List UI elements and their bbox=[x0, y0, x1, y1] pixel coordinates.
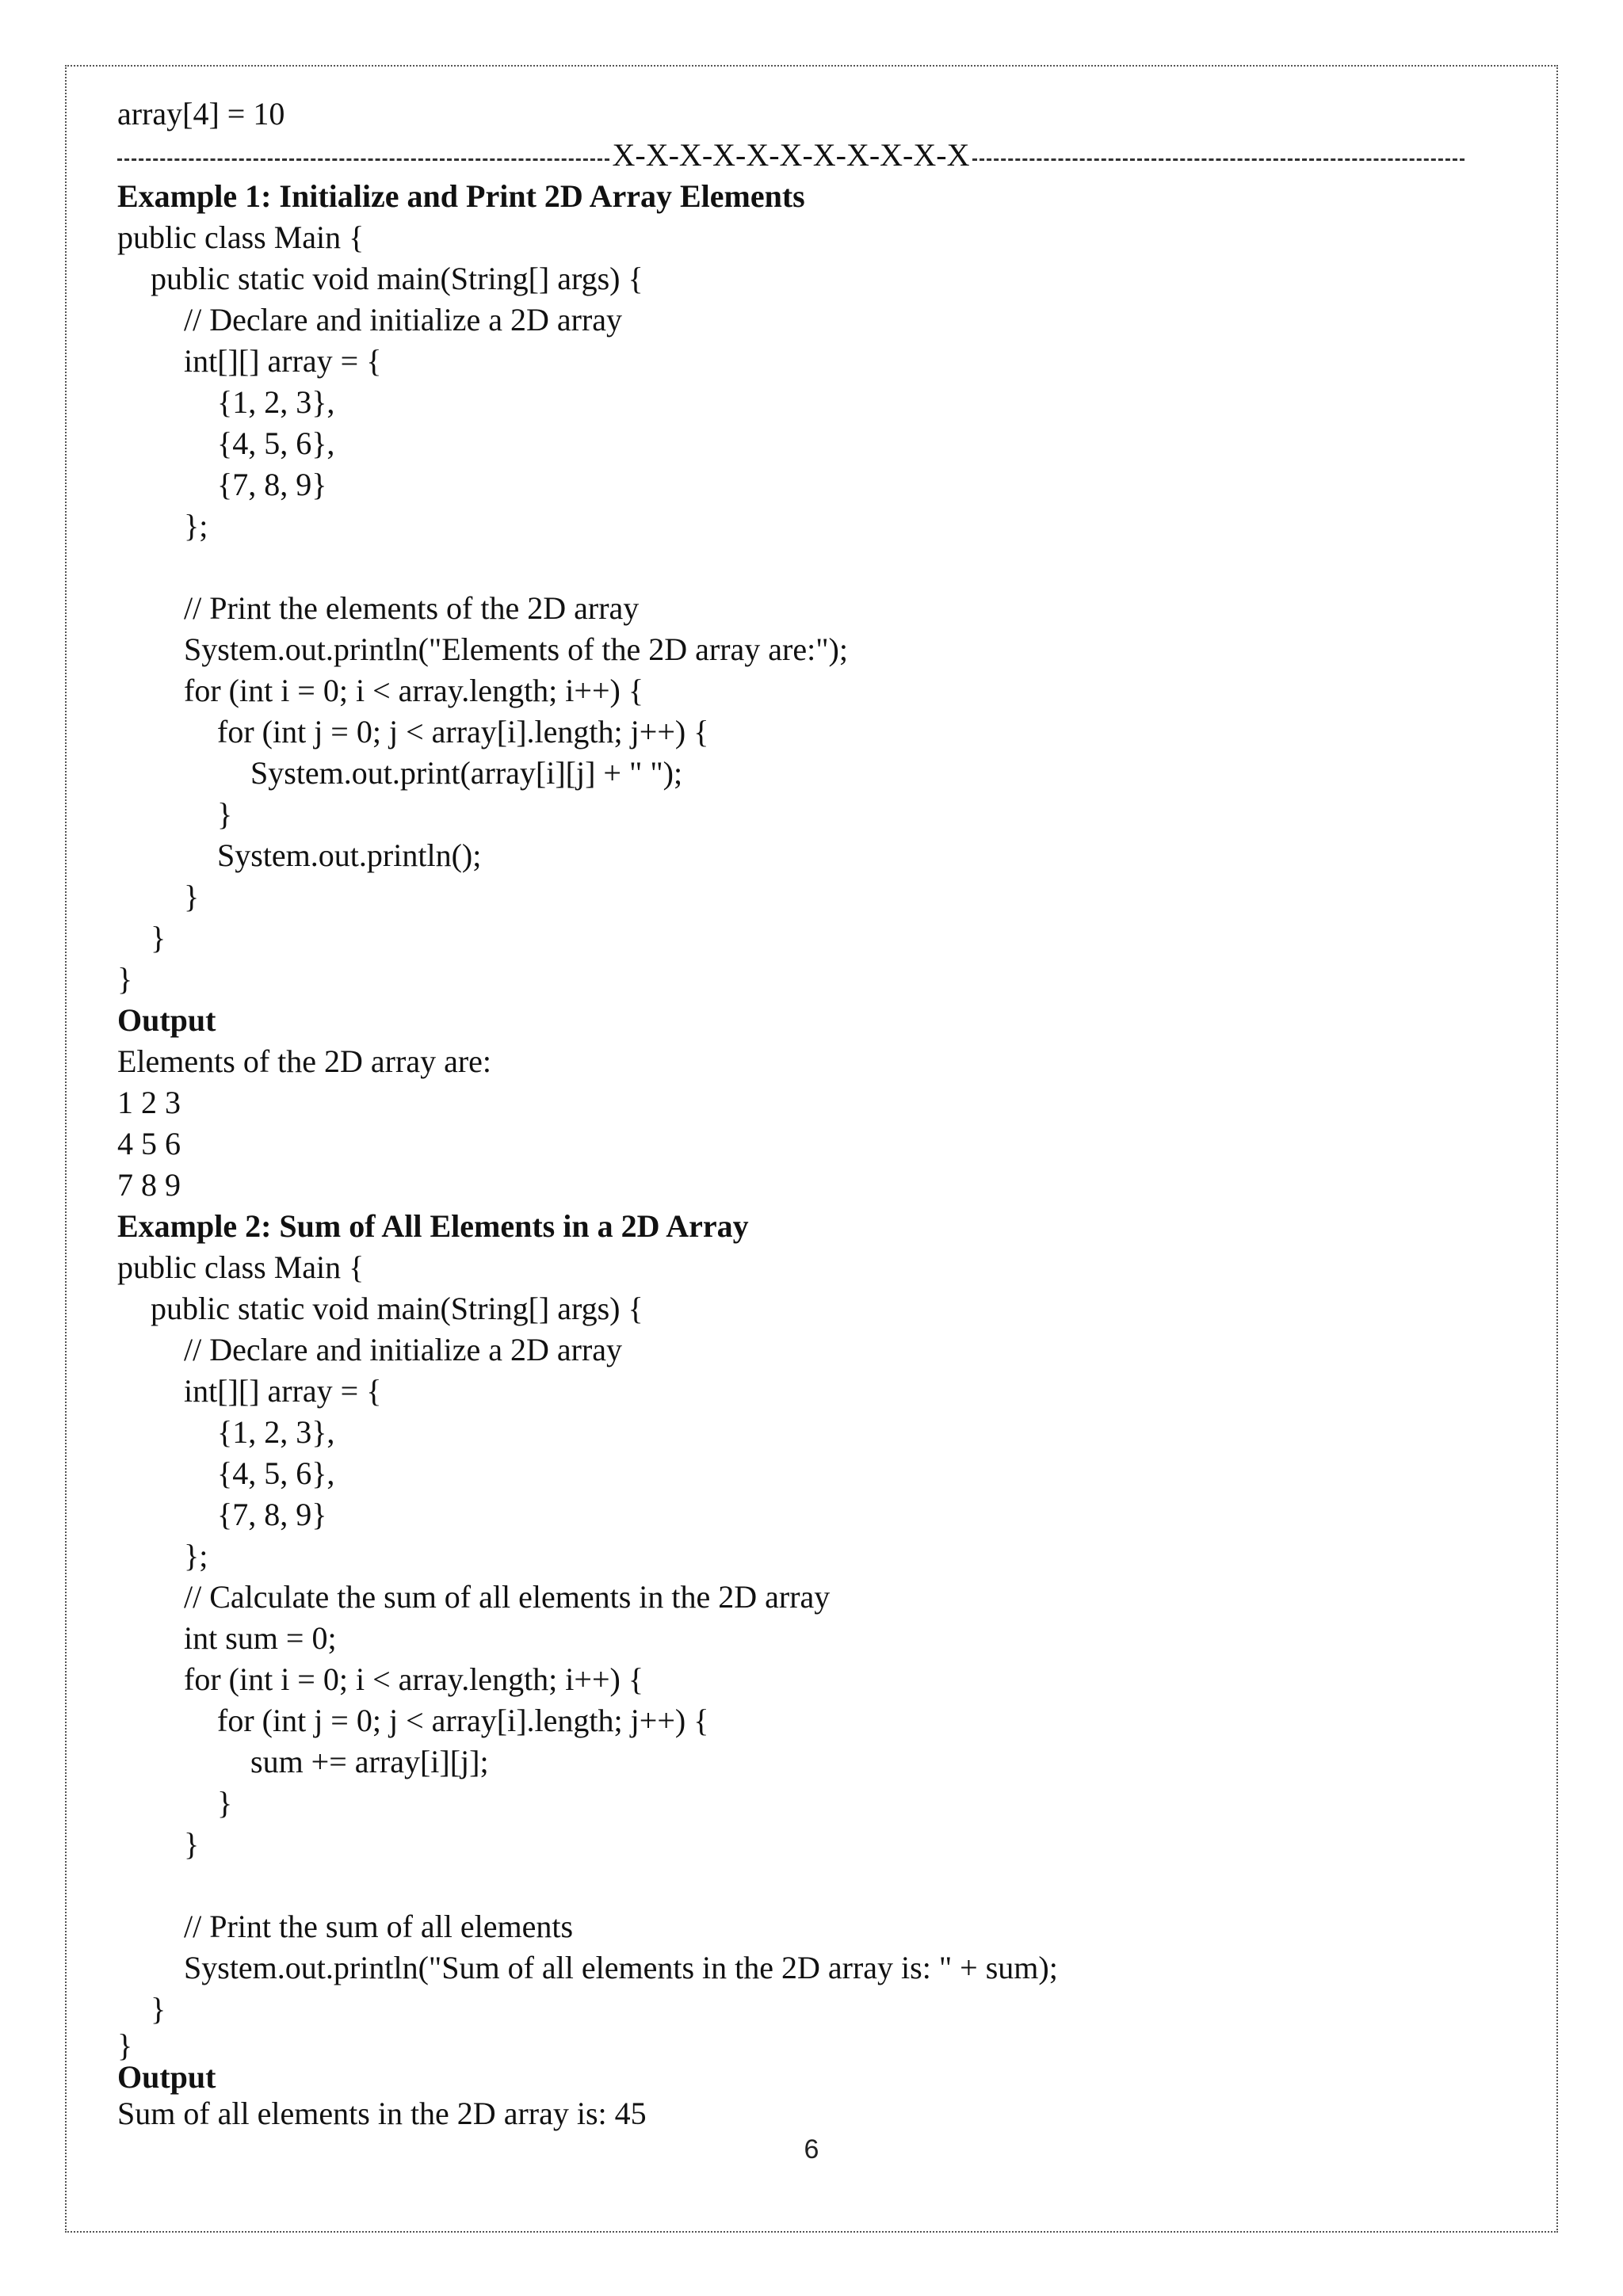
output-line: 1 2 3 bbox=[117, 1085, 181, 1120]
code-line: int[][] array = { bbox=[184, 1373, 382, 1409]
example1-heading: Example 1: Initialize and Print 2D Array Elements bbox=[117, 178, 805, 214]
code-line: // Print the sum of all elements bbox=[184, 1909, 574, 1944]
code-line: public class Main { bbox=[117, 1249, 365, 1285]
code-line: public static void main(String[] args) { bbox=[151, 1291, 643, 1326]
code-line: }; bbox=[184, 508, 208, 543]
example2-heading: Example 2: Sum of All Elements in a 2D Array bbox=[117, 1208, 749, 1244]
code-line: for (int i = 0; i < array.length; i++) { bbox=[184, 673, 644, 708]
example2-output-heading: Output bbox=[117, 2059, 216, 2095]
code-line: {1, 2, 3}, bbox=[217, 1414, 335, 1450]
code-line: {4, 5, 6}, bbox=[217, 1455, 335, 1491]
code-line: {7, 8, 9} bbox=[217, 1497, 327, 1532]
divider-dashes-right bbox=[972, 158, 1465, 161]
section-divider bbox=[117, 135, 1465, 176]
code-line: public static void main(String[] args) { bbox=[151, 261, 643, 296]
page-number: 6 bbox=[804, 2134, 819, 2164]
code-line: for (int j = 0; j < array[i].length; j++) { bbox=[217, 714, 709, 749]
code-line: System.out.print(array[i][j] + " "); bbox=[250, 755, 683, 791]
code-line: {4, 5, 6}, bbox=[217, 425, 335, 461]
code-line: } bbox=[117, 961, 133, 997]
document-body bbox=[117, 93, 1512, 2134]
output-line: Sum of all elements in the 2D array is: 45 bbox=[117, 2096, 647, 2131]
code-line: } bbox=[151, 1991, 166, 2027]
code-line: // Declare and initialize a 2D array bbox=[184, 302, 623, 338]
code-line: int sum = 0; bbox=[184, 1620, 337, 1656]
code-line: // Declare and initialize a 2D array bbox=[184, 1332, 623, 1367]
code-line: public class Main { bbox=[117, 219, 365, 255]
code-line: } bbox=[217, 1785, 233, 1821]
output-line: 4 5 6 bbox=[117, 1126, 181, 1161]
code-line: } bbox=[117, 2027, 133, 2063]
code-line: for (int j = 0; j < array[i].length; j++) { bbox=[217, 1703, 709, 1738]
code-line: System.out.println("Elements of the 2D array are:"); bbox=[184, 631, 848, 667]
divider-text: X-X-X-X-X-X-X-X-X-X-X bbox=[612, 137, 970, 173]
example1-output-heading: Output bbox=[117, 1002, 216, 1038]
code-line: {7, 8, 9} bbox=[217, 467, 327, 502]
code-line: {1, 2, 3}, bbox=[217, 384, 335, 420]
code-line: for (int i = 0; i < array.length; i++) { bbox=[184, 1661, 644, 1697]
blank-line bbox=[117, 1865, 1512, 1906]
code-line: // Print the elements of the 2D array bbox=[184, 590, 640, 626]
code-line: } bbox=[151, 920, 166, 955]
code-line: System.out.println("Sum of all elements in the 2D array is: " + sum); bbox=[184, 1950, 1058, 1985]
example2-code-block bbox=[117, 1247, 1512, 2061]
example1-code-block bbox=[117, 217, 1512, 1000]
output-line: 7 8 9 bbox=[117, 1167, 181, 1203]
code-line: System.out.println(); bbox=[217, 837, 482, 873]
code-line: int[][] array = { bbox=[184, 343, 382, 379]
code-line: } bbox=[184, 1826, 200, 1862]
code-line: } bbox=[184, 879, 200, 914]
example2-output-block bbox=[117, 2093, 1512, 2134]
code-line: sum += array[i][j]; bbox=[250, 1744, 489, 1779]
previous-output-line: array[4] = 10 bbox=[117, 96, 285, 132]
code-line: // Calculate the sum of all elements in the 2D array bbox=[184, 1579, 831, 1615]
code-line: }; bbox=[184, 1538, 208, 1573]
code-line: } bbox=[217, 796, 233, 832]
example1-output-block bbox=[117, 1041, 1512, 1206]
blank-line bbox=[117, 547, 1512, 588]
output-line: Elements of the 2D array are: bbox=[117, 1043, 492, 1079]
divider-dashes-left bbox=[117, 158, 609, 161]
